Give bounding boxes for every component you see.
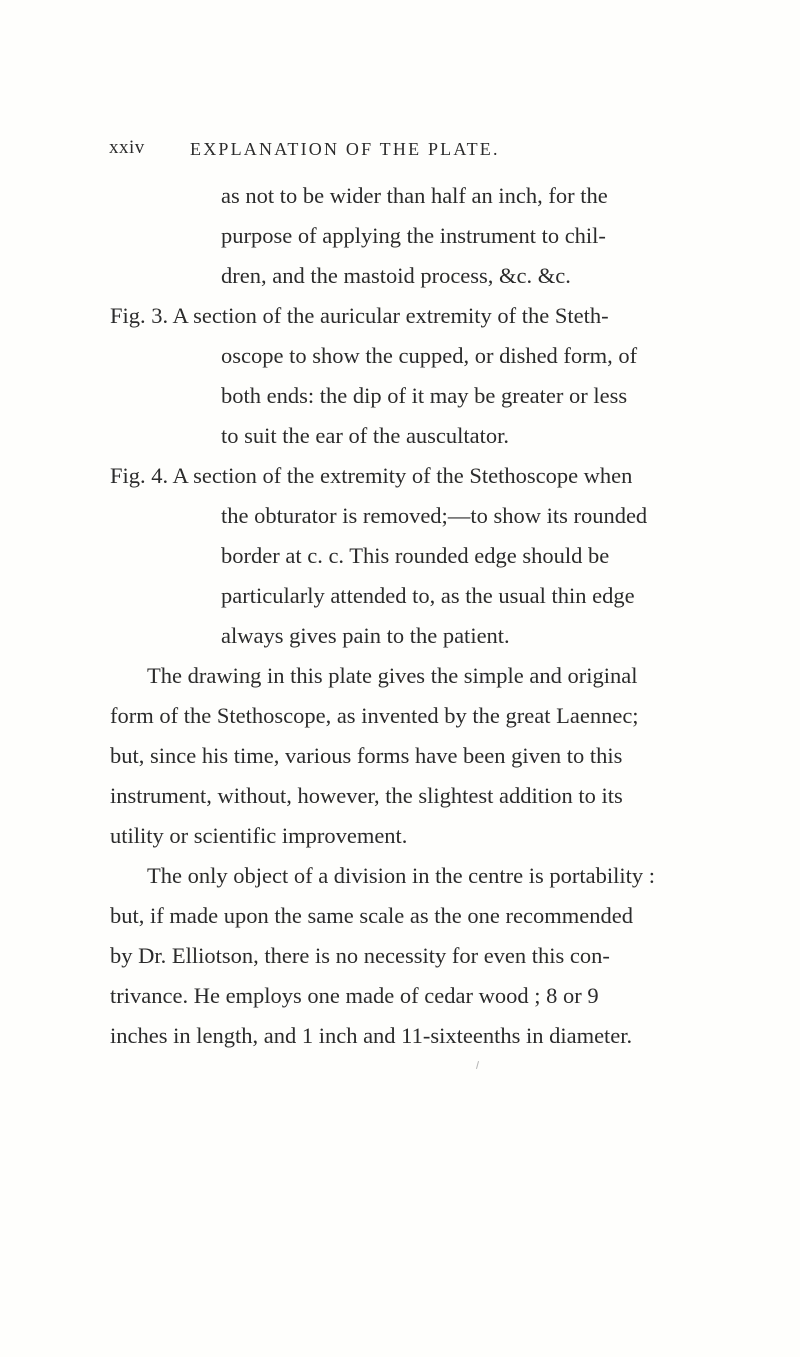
- page-number: xxiv: [109, 137, 145, 158]
- text-line: inches in length, and 1 inch and 11-sixteenths in diameter.: [110, 1023, 633, 1048]
- stray-mark: [476, 1061, 479, 1069]
- text-line: both ends: the dip of it may be greater or less: [221, 383, 628, 408]
- text-line: Fig. 3. A section of the auricular extremity of the Steth-: [110, 303, 609, 328]
- text-line: to suit the ear of the auscultator.: [221, 423, 510, 448]
- text-line: the obturator is removed;—to show its rounded: [221, 503, 648, 528]
- text-line: Fig. 4. A section of the extremity of the Stethoscope when: [110, 463, 633, 488]
- text-line: oscope to show the cupped, or dished form, of: [221, 343, 638, 368]
- text-line: instrument, without, however, the slightest addition to its: [110, 783, 623, 808]
- text-line: form of the Stethoscope, as invented by the great Laennec;: [110, 703, 639, 728]
- text-line: trivance. He employs one made of cedar wood ; 8 or 9: [110, 983, 599, 1008]
- text-line: always gives pain to the patient.: [221, 623, 510, 648]
- text-line: purpose of applying the instrument to chil-: [221, 223, 606, 248]
- text-line: utility or scientific improvement.: [110, 823, 408, 848]
- text-line: dren, and the mastoid process, &c. &c.: [221, 263, 571, 288]
- text-line: border at c. c. This rounded edge should be: [221, 543, 610, 568]
- running-head: EXPLANATION OF THE PLATE.: [190, 139, 500, 159]
- text-line: as not to be wider than half an inch, for the: [221, 183, 608, 208]
- text-line: but, if made upon the same scale as the one recommended: [110, 903, 633, 928]
- text-line: The only object of a division in the centre is portability :: [147, 863, 656, 888]
- text-line: particularly attended to, as the usual thin edge: [221, 583, 635, 608]
- text-line: by Dr. Elliotson, there is no necessity for even this con-: [110, 943, 610, 968]
- text-line: The drawing in this plate gives the simple and original: [147, 663, 638, 688]
- text-line: but, since his time, various forms have been given to this: [110, 743, 623, 768]
